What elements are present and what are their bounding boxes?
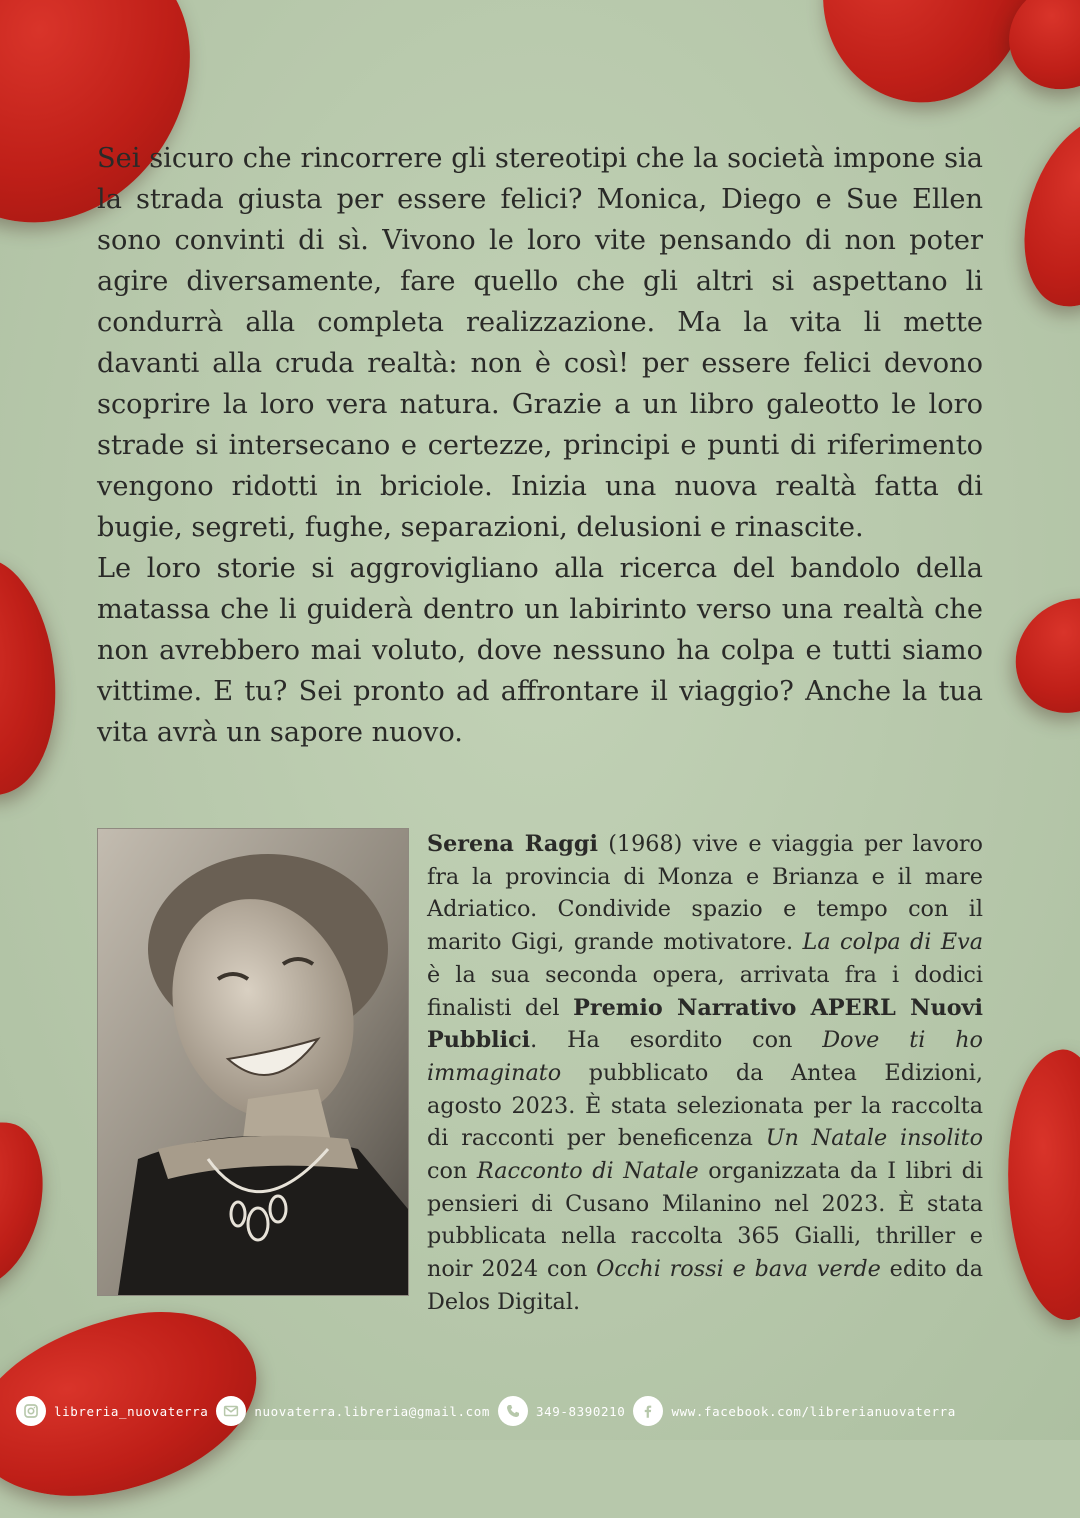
footer-email[interactable] — [216, 1396, 490, 1426]
footer-phone[interactable] — [498, 1396, 625, 1426]
author-portrait-illustration — [98, 829, 408, 1295]
footer-instagram[interactable] — [16, 1396, 208, 1426]
footer-facebook[interactable] — [633, 1396, 955, 1426]
bio-text-1: (1968) vive e viaggia per lavoro fra la provincia di Monza e Brianza e il mare Adriatico. Condivide spazio e tempo con il marito Gigi, grande motivatore. — [427, 831, 983, 956]
instagram-icon — [16, 1396, 46, 1426]
story-title-2: Occhi rossi e bava verde — [596, 1256, 881, 1283]
story-title: Racconto di Natale — [476, 1158, 699, 1185]
debut-title: Dove ti ho immaginato — [427, 1027, 983, 1086]
synopsis-paragraph-1: Sei sicuro che rincorrere gli stereotipi che la società impone sia la strada giusta per essere felici? Monica, Diego e Sue Ellen sono convinti di sì. Vivono le loro vite pensando di non poter agire diversamente, fare quello che gli altri si aspettano li condurrà alla completa realizzazione. Ma la vita li mette davanti alla cruda realtà: non è così! per essere felici devono scoprire la loro vera natura. Grazie a un libro galeotto le loro strade si intersecano e certezze, principi e punti di riferimento vengono ridotti in briciole. Inizia una nuova realtà fatta di bugie, segreti, fughe, separazioni, delusioni e rinascite. — [97, 143, 983, 543]
award-name: Premio Narrativo APERL Nuovi Pubblici — [427, 994, 983, 1054]
email-address[interactable]: nuovaterra.libreria@gmail.com — [254, 1403, 491, 1419]
bio-text-5: con — [427, 1158, 477, 1185]
author-name: Serena Raggi — [427, 831, 598, 857]
author-biography — [427, 828, 983, 1319]
mail-icon — [216, 1396, 246, 1426]
book-synopsis — [97, 138, 983, 753]
book-title: La colpa di Eva — [802, 929, 983, 956]
anthology-title: Un Natale insolito — [765, 1125, 983, 1152]
facebook-url[interactable]: www.facebook.com/librerianuovaterra — [671, 1403, 956, 1419]
synopsis-paragraph-2: Le loro storie si aggrovigliano alla ricerca del bandolo della matassa che li guiderà dentro un labirinto verso una realtà che non avrebbero mai voluto, dove nessuno ha colpa e tutti siamo vittime. E tu? Sei pronto ad affrontare il viaggio? Anche la tua vita avrà un sapore nuovo. — [97, 553, 983, 748]
author-photo — [97, 828, 409, 1296]
phone-number[interactable]: 349-8390210 — [536, 1403, 626, 1419]
bio-text-7: edito da Delos Digital. — [427, 1256, 983, 1315]
instagram-handle[interactable]: libreria_nuovaterra — [54, 1403, 209, 1419]
bio-text-2: è la sua seconda opera, arrivata fra i dodici finalisti del — [427, 961, 983, 1021]
contact-footer — [16, 1394, 964, 1428]
bio-text-6: organizzata da I libri di pensieri di Cusano Milanino nel 2023. È stata pubblicata nella raccolta 365 Gialli, thriller e noir 2024 con — [427, 1158, 983, 1283]
facebook-icon — [633, 1396, 663, 1426]
bio-text-3: . Ha esordito con — [530, 1027, 823, 1054]
phone-icon — [498, 1396, 528, 1426]
bio-text-4: pubblicato da Antea Edizioni, agosto 2023. È stata selezionata per la raccolta di racconti per beneficenza — [427, 1059, 983, 1152]
